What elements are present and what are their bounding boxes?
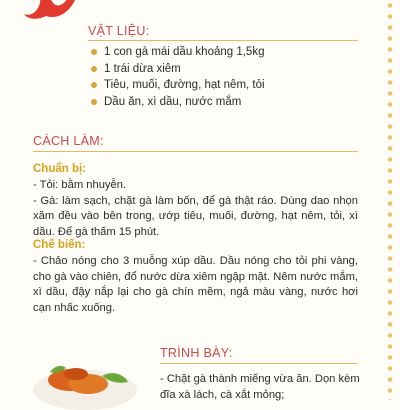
bullet-icon: [91, 99, 97, 105]
presentation-underline: [160, 363, 358, 364]
method-underline: [33, 151, 358, 152]
presentation-text: [160, 372, 360, 403]
ingredients-title: VẬT LIỆU:: [88, 24, 150, 38]
chicken-dish-image: [30, 350, 140, 410]
list-item: 1 con gà mái dầu khoảng 1,5kg: [90, 44, 265, 61]
list-item: Tiêu, muối, đường, hạt nêm, tỏi: [90, 77, 265, 94]
bullet-icon: [91, 49, 97, 55]
presentation-line: - Chặt gà thành miếng vừa ăn. Dọn kèm đĩa xà lách, cà xắt mỏng;: [160, 373, 360, 401]
prep-heading: Chuẩn bị:: [33, 163, 87, 175]
prep-line: - Gà: làm sạch, chặt gà làm bốn, để gà thật ráo. Dùng dao nhọn xăm đều vào bên trong, ướp tiêu, muối, đường, hạt nêm, tỏi, xì dầu. Để gà thấm 15 phút.: [33, 194, 358, 238]
prep-text: [33, 178, 358, 240]
cook-text: [33, 254, 358, 316]
dotted-border: [386, 0, 394, 400]
red-swoosh-logo: [20, 0, 80, 20]
presentation-title: TRÌNH BÀY:: [160, 346, 233, 360]
prep-line: - Tỏi: bằm nhuyễn.: [33, 179, 127, 191]
method-title: CÁCH LÀM:: [33, 134, 104, 148]
bullet-icon: [91, 66, 97, 72]
bullet-icon: [91, 82, 97, 88]
cook-line: - Chảo nóng cho 3 muỗng xúp dầu. Dầu nóng cho tỏi phi vàng, cho gà vào chiên, đổ nước dừa xiêm ngập mặt. Nêm nước mắm, xì dầu, đậy nắp lại cho gà chín mềm, ngả màu vàng, nước hơi cạn nhấc xuống.: [33, 255, 358, 314]
list-item: 1 trái dừa xiêm: [90, 61, 265, 78]
ingredients-underline: [88, 40, 358, 41]
cook-heading: Chế biến:: [33, 239, 86, 251]
list-item: Dầu ăn, xì dầu, nước mắm: [90, 94, 265, 111]
ingredients-list: [90, 44, 265, 110]
